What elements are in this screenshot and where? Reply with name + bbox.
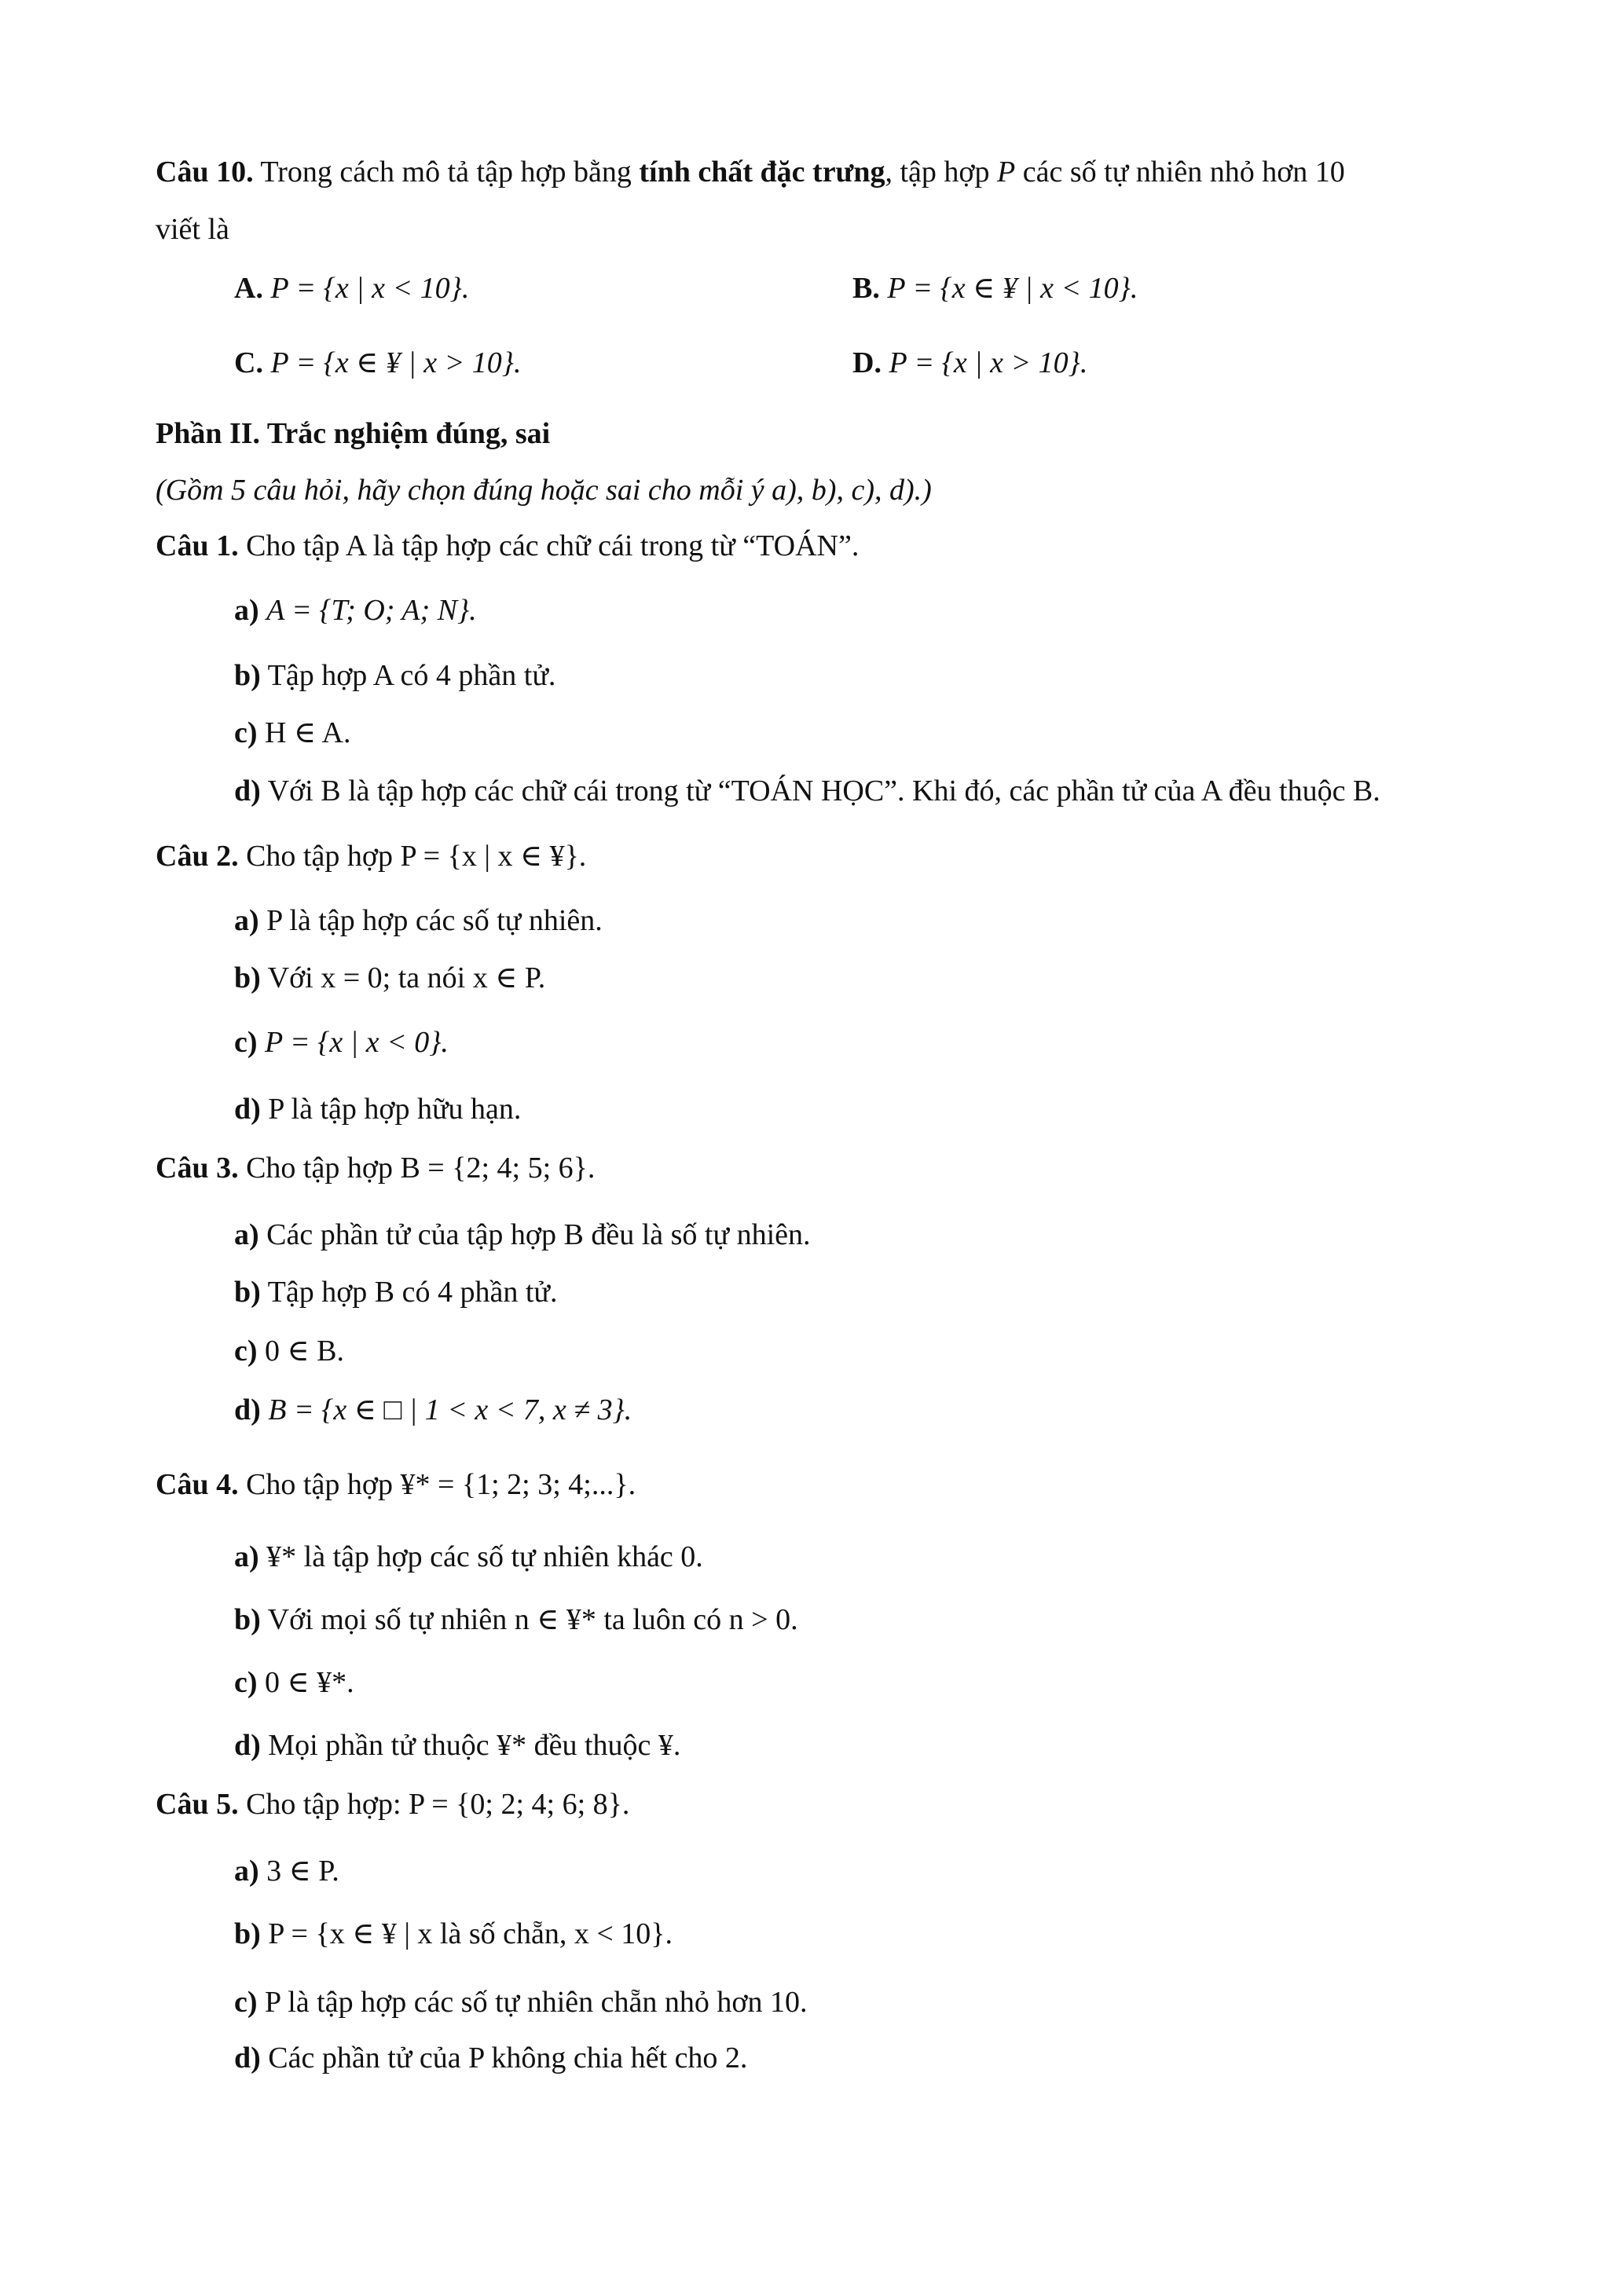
q1-item-a-text: A = {T; O; A; N}. xyxy=(266,594,477,627)
q10-stem xyxy=(156,155,1345,191)
q2-item-a-label: a) xyxy=(234,904,259,937)
q10-text2: , tập hợp xyxy=(885,156,990,189)
q2-item-b-text: Với x = 0; ta nói x ∈ P. xyxy=(267,961,546,994)
part2-note: (Gồm 5 câu hỏi, hãy chọn đúng hoặc sai cho mỗi ý a), b), c), d).) xyxy=(156,474,932,507)
part2-title-text: Phần II. Trắc nghiệm đúng, sai xyxy=(156,417,551,450)
q5-stem xyxy=(156,1787,629,1823)
q1-item-a-label: a) xyxy=(234,594,259,627)
q2-item-a xyxy=(234,903,603,939)
q1-item-b-text: Tập hợp A có 4 phần tử. xyxy=(267,659,556,692)
q5-item-d-text: Các phần tử của P không chia hết cho 2. xyxy=(268,2041,748,2074)
q3-label: Câu 3. xyxy=(156,1152,239,1185)
q4-item-b-text: Với mọi số tự nhiên n ∈ ¥* ta luôn có n > 0. xyxy=(267,1603,798,1636)
q10-option-a xyxy=(234,271,469,307)
q1-item-a xyxy=(234,593,477,629)
q4-item-a-text: ¥* là tập hợp các số tự nhiên khác 0. xyxy=(266,1540,703,1573)
q2-item-d-label: d) xyxy=(234,1093,261,1126)
q5-item-b-text: P = {x ∈ ¥ | x là số chẵn, x < 10}. xyxy=(268,1917,673,1950)
q1-item-d xyxy=(234,774,1380,810)
q3-stem-text: Cho tập hợp B = {2; 4; 5; 6}. xyxy=(246,1152,596,1185)
q1-item-d-text: Với B là tập hợp các chữ cái trong từ “TOÁN HỌC”. Khi đó, các phần tử của A đều thuộc B. xyxy=(267,774,1380,807)
q2-item-a-text: P là tập hợp các số tự nhiên. xyxy=(266,904,603,937)
q3-item-b-label: b) xyxy=(234,1276,261,1309)
q3-item-d xyxy=(234,1393,632,1429)
q1-item-c-text: H ∈ A. xyxy=(265,716,351,749)
q1-item-d-label: d) xyxy=(234,774,261,807)
q4-label: Câu 4. xyxy=(156,1468,239,1501)
q10-option-d-math: P = {x | x > 10}. xyxy=(889,346,1088,379)
q3-item-c xyxy=(234,1334,344,1370)
q2-item-b-label: b) xyxy=(234,961,261,994)
q10-stem-line2: viết là xyxy=(156,213,229,246)
q3-item-a-text: Các phần tử của tập hợp B đều là số tự nhiên. xyxy=(266,1218,811,1251)
q10-text3: các số tự nhiên nhỏ hơn 10 xyxy=(1022,156,1345,189)
q1-label: Câu 1. xyxy=(156,529,239,562)
q2-stem-text: Cho tập hợp P = {x | x ∈ ¥}. xyxy=(246,840,587,873)
q5-label: Câu 5. xyxy=(156,1788,239,1821)
q4-item-d-label: d) xyxy=(234,1729,261,1762)
q10-label: Câu 10. xyxy=(156,156,254,189)
q1-item-b-label: b) xyxy=(234,659,261,692)
q10-bold: tính chất đặc trưng xyxy=(639,156,885,189)
q3-item-c-text: 0 ∈ B. xyxy=(265,1335,345,1368)
q4-item-a xyxy=(234,1540,703,1576)
q1-item-b xyxy=(234,658,555,694)
q5-item-a-text: 3 ∈ P. xyxy=(266,1855,339,1888)
q3-item-c-label: c) xyxy=(234,1335,258,1368)
q10-option-d-label: D. xyxy=(852,346,882,379)
q4-item-a-label: a) xyxy=(234,1540,259,1573)
q10-option-b-label: B. xyxy=(852,272,880,305)
q3-item-d-label: d) xyxy=(234,1393,261,1426)
q2-item-b xyxy=(234,961,545,997)
q10-var: P xyxy=(997,156,1016,189)
q2-item-c-text: P = {x | x < 0}. xyxy=(265,1026,449,1059)
q4-item-c-label: c) xyxy=(234,1666,258,1699)
q5-item-b xyxy=(234,1917,673,1953)
q5-item-c xyxy=(234,1985,808,2021)
q5-item-c-label: c) xyxy=(234,1986,258,2019)
q1-stem-text: Cho tập A là tập hợp các chữ cái trong từ “TOÁN”. xyxy=(246,529,860,562)
q4-item-b xyxy=(234,1602,798,1639)
q10-text1: Trong cách mô tả tập hợp bằng xyxy=(260,156,632,189)
q5-stem-text: Cho tập hợp: P = {0; 2; 4; 6; 8}. xyxy=(246,1788,630,1821)
q4-stem-text: Cho tập hợp ¥* = {1; 2; 3; 4;...}. xyxy=(246,1468,636,1501)
q10-option-c xyxy=(234,346,521,382)
q2-stem xyxy=(156,839,586,875)
q3-stem xyxy=(156,1151,595,1187)
q3-item-b xyxy=(234,1275,558,1311)
q3-item-a xyxy=(234,1218,811,1254)
q2-item-c xyxy=(234,1025,449,1061)
q1-item-c-label: c) xyxy=(234,716,258,749)
q10-option-b-math: P = {x ∈ ¥ | x < 10}. xyxy=(887,272,1138,305)
q1-item-c xyxy=(234,716,350,752)
part2-title xyxy=(156,416,550,452)
q5-item-d xyxy=(234,2041,747,2077)
q5-item-d-label: d) xyxy=(234,2041,261,2074)
q2-label: Câu 2. xyxy=(156,840,239,873)
q3-item-b-text: Tập hợp B có 4 phần tử. xyxy=(267,1276,558,1309)
q10-option-a-math: P = {x | x < 10}. xyxy=(270,272,470,305)
q5-item-c-text: P là tập hợp các số tự nhiên chẵn nhỏ hơn 10. xyxy=(265,1986,808,2019)
q4-item-c xyxy=(234,1665,354,1701)
q4-stem xyxy=(156,1467,636,1503)
q10-option-d xyxy=(852,346,1087,382)
q3-item-a-label: a) xyxy=(234,1218,259,1251)
q1-stem xyxy=(156,529,859,565)
q2-item-d-text: P là tập hợp hữu hạn. xyxy=(268,1093,522,1126)
q4-item-c-text: 0 ∈ ¥*. xyxy=(265,1666,354,1699)
q2-item-c-label: c) xyxy=(234,1026,258,1059)
q4-item-d-text: Mọi phần tử thuộc ¥* đều thuộc ¥. xyxy=(268,1729,681,1762)
q5-item-a xyxy=(234,1854,339,1890)
q10-option-b xyxy=(852,271,1138,307)
q10-option-a-label: A. xyxy=(234,272,263,305)
q4-item-d xyxy=(234,1728,680,1764)
q2-item-d xyxy=(234,1092,521,1128)
q3-item-d-text: B = {x ∈ □ | 1 < x < 7, x ≠ 3}. xyxy=(268,1393,632,1426)
q4-item-b-label: b) xyxy=(234,1603,261,1636)
q5-item-b-label: b) xyxy=(234,1917,261,1950)
q10-option-c-label: C. xyxy=(234,346,263,379)
q10-option-c-math: P = {x ∈ ¥ | x > 10}. xyxy=(270,346,522,379)
q5-item-a-label: a) xyxy=(234,1855,259,1888)
